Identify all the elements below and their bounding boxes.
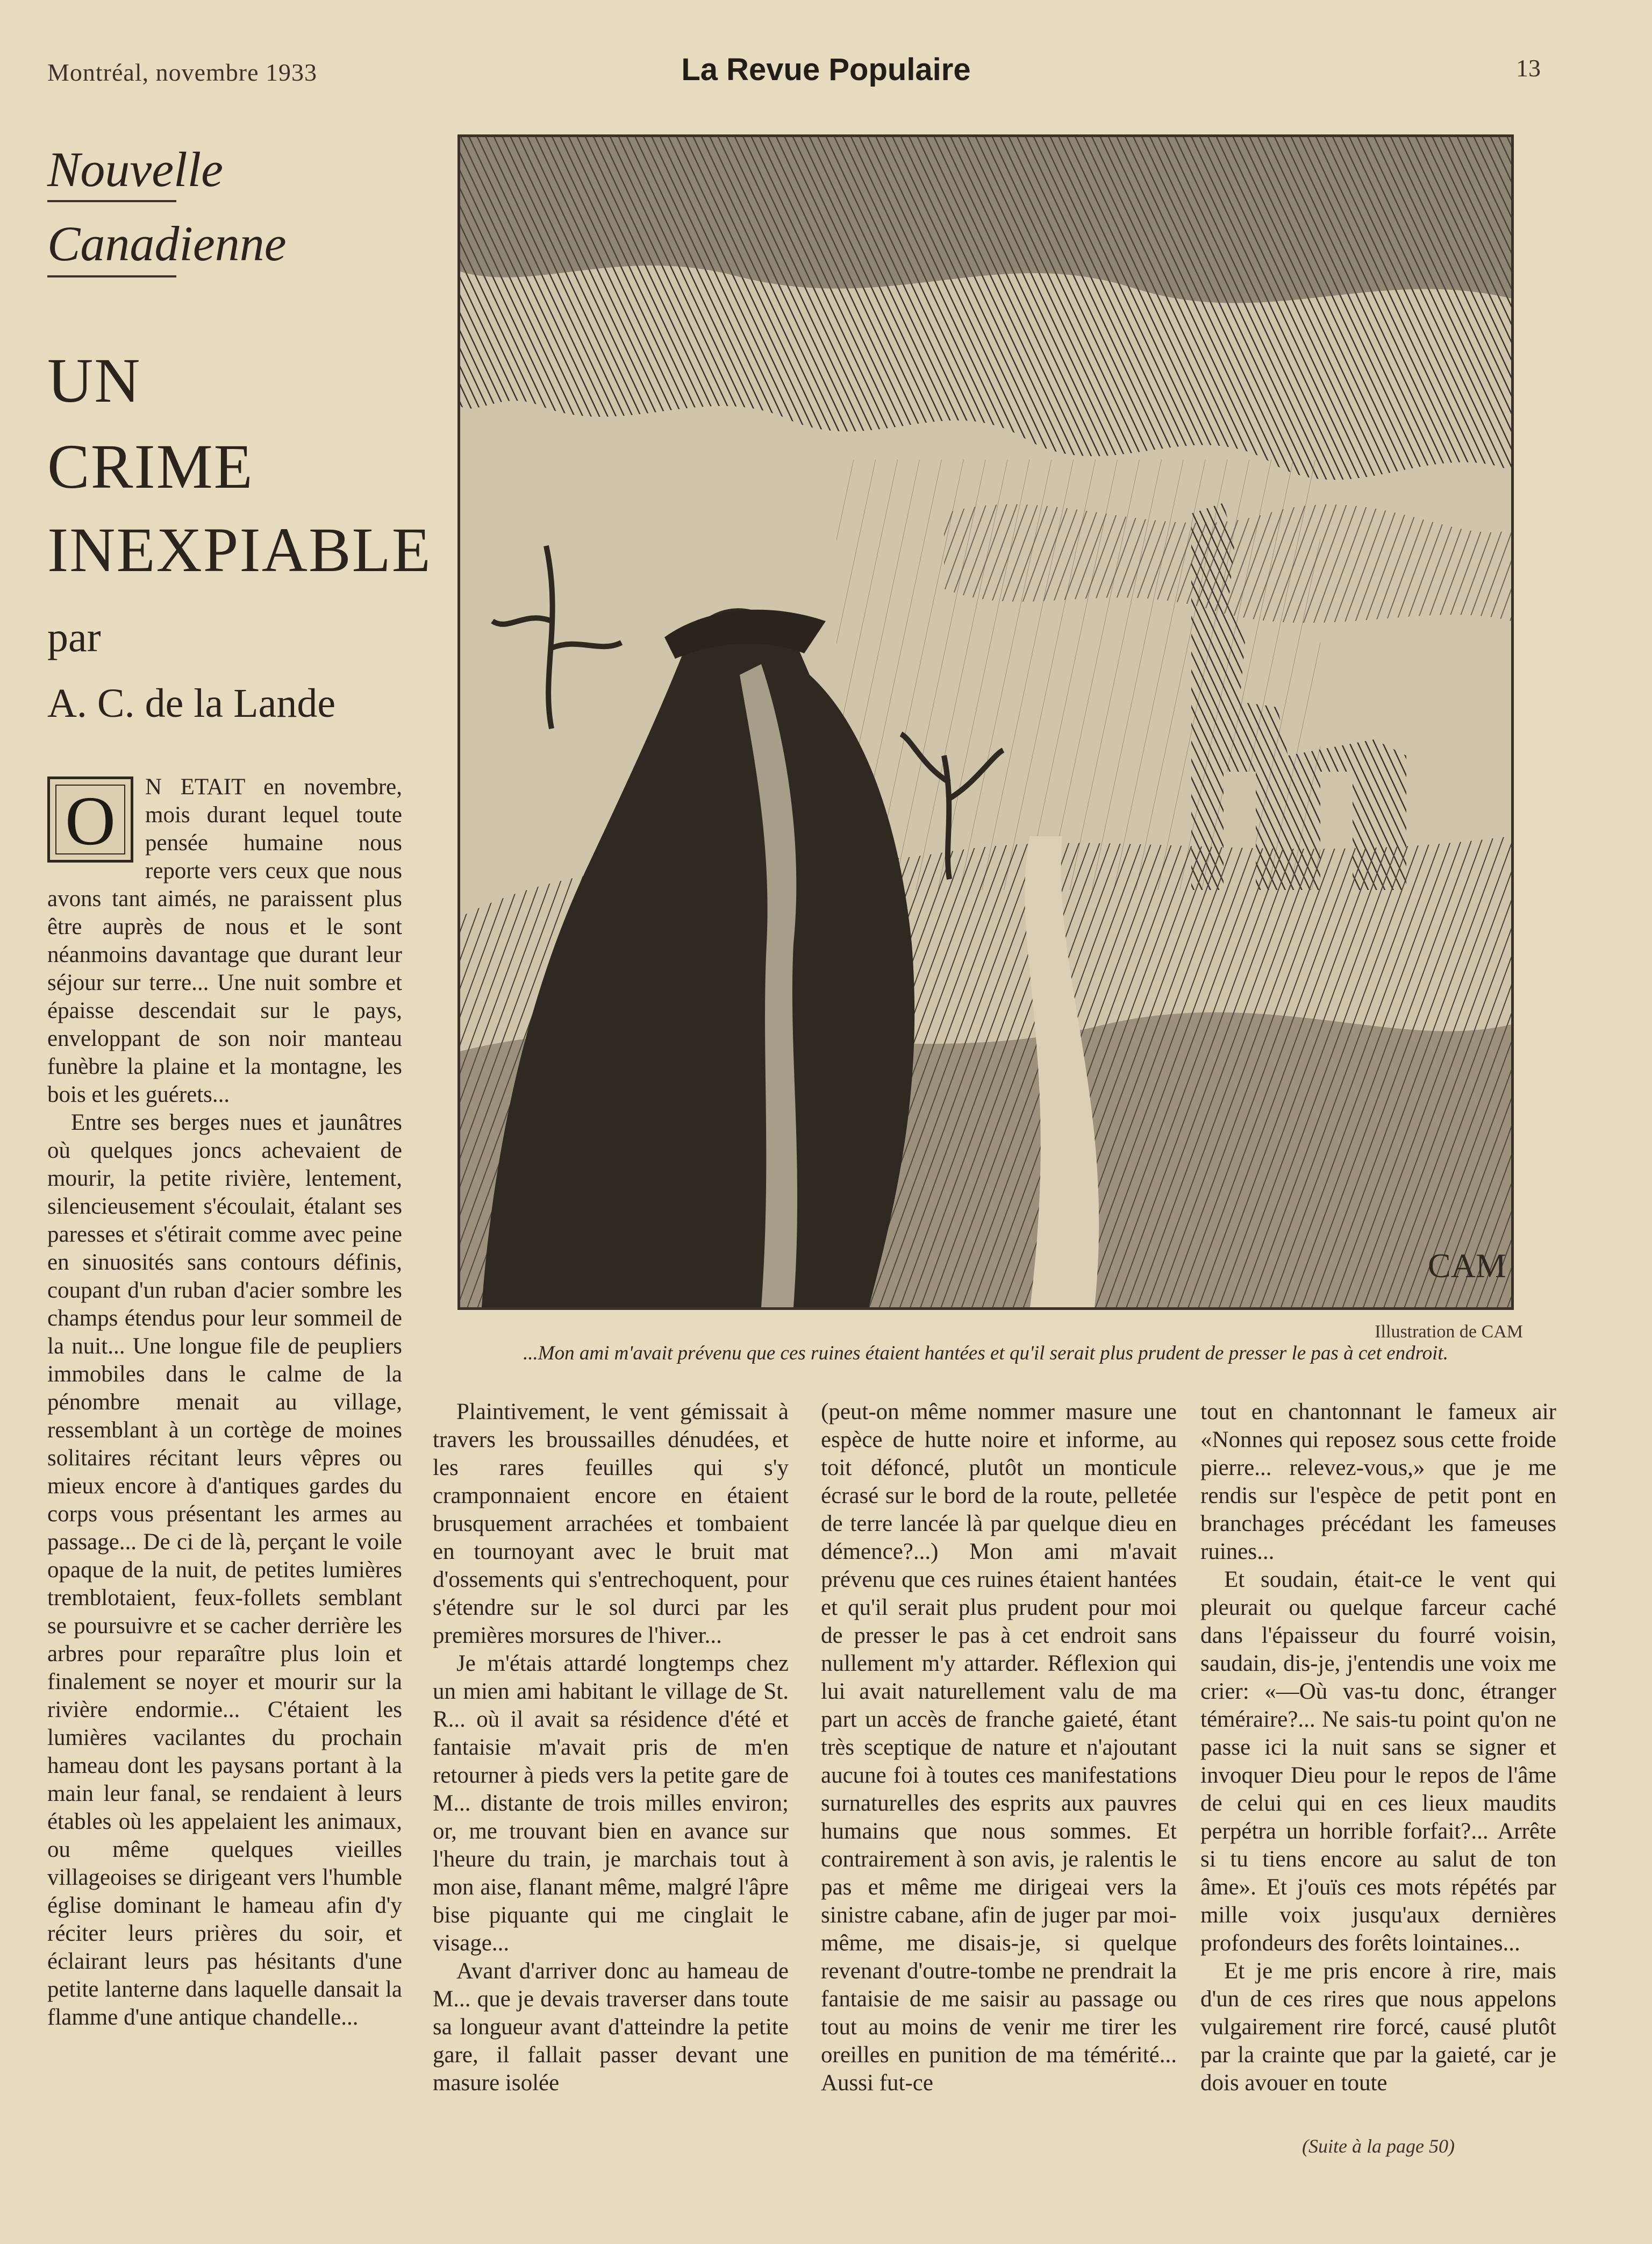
- paragraph: Et je me pris encore à rire, mais d'un de ces rires que nous appelons vulgairement rire forcé, causé plutôt par la crainte que par la gaieté, car je dois avouer en toute: [1200, 1958, 1556, 2096]
- article-title-line-3: INEXPIABLE: [47, 515, 432, 585]
- article-title-line-2: CRIME: [47, 431, 254, 502]
- continued-on-page: (Suite à la page 50): [1302, 2135, 1455, 2157]
- byline-author: A. C. de la Lande: [47, 681, 336, 726]
- paragraph: Entre ses berges nues et jaunâtres où quelques joncs achevaient de mourir, la petite rivière, lentement, silencieusement s'écoulait, étalant ses paresses et s'étirait comme avec peine en sinuosités sans contours définis, coupant d'un ruban d'acier sombre les champs étendus pour leur sommeil de la nuit... Une longue file de peupliers immobiles dans le calme de la pénombre menait au village, ressemblant à un cortège de moines solitaires récitant leurs vêpres ou mieux encore à d'antiques gardes du corps vous présentant les armes au passage... De ci de là, perçant le voile opaque de la nuit, de petites lumières tremblotaient, feux-follets semblant se poursuivre et se cacher derrière les arbres pour reparaître plus loin et finalement se noyer et mourir sur la rivière endormie... C'étaient les lumières vacilantes du prochain hameau dont les paysans portant à la main leur fanal, se rendaient à leurs étables où les appelaient les animaux, ou même quelques vieilles villageoises se dirigeant vers l'humble église dominant le hameau afin d'y réciter leurs prières du soir, et éclairant leurs pas hésitants d'une petite lanterne dans laquelle dansait la flamme d'une antique chandelle...: [47, 1110, 402, 2030]
- ornamental-dropcap: [47, 777, 133, 863]
- rubric-line-2: Canadienne: [47, 216, 287, 271]
- article-column-1: [47, 773, 402, 2032]
- paragraph: Plaintivement, le vent gémissait à travers les broussailles dénudées, et les rares feuilles qui s'y cramponnaient encore en étaient brusquement arrachées et tombaient en tournoyant avec le bruit mat d'ossements qui s'entrechoquent, pour s'étendre sur le sol durci par les premières morsures de l'hiver...: [433, 1399, 789, 1648]
- paragraph: Et soudain, était-ce le vent qui pleurait ou quelque farceur caché dans l'épaisseur du fourré voisin, saudain, dis-je, j'entendis une voix me crier: «—Où vas-tu donc, étranger téméraire?... Ne sais-tu point qu'on ne passe ici la nuit sans se signer et invoquer Dieu pour le repos de l'âme de celui qui en ces lieux maudits perpétra un horrible forfait?... Arrête si tu tiens encore au salut de ton âme». Et j'ouïs ces mots répétés par mille voix jusqu'aux dernières profondeurs des forêts lointaines...: [1200, 1567, 1556, 1956]
- illustration-storm-ruins: [457, 134, 1514, 1310]
- paragraph: Avant d'arriver donc au hameau de M... que je devais traverser dans toute sa longueur avant d'atteindre la petite gare, il fallait passer devant une masure isolée: [433, 1958, 789, 2096]
- illustration-signature: CAM: [1428, 1246, 1506, 1285]
- header-date: Montréal, novembre 1933: [47, 59, 318, 86]
- article-column-2: [433, 1398, 789, 2097]
- article-column-3: [821, 1398, 1177, 2097]
- article-column-4: [1200, 1398, 1556, 2097]
- rubric-rule-1: [47, 200, 176, 202]
- magazine-title: La Revue Populaire: [681, 52, 971, 87]
- article-title-line-1: UN: [47, 345, 141, 416]
- illustration-caption: ...Mon ami m'avait prévenu que ces ruines étaient hantées et qu'il serait plus prudent de presser le pas à cet endroit.: [523, 1342, 1448, 1364]
- illustration-credit: Illustration de CAM: [1375, 1322, 1523, 1342]
- rubric-line-1: Nouvelle: [47, 142, 223, 197]
- byline-par: par: [47, 614, 101, 660]
- paragraph: tout en chantonnant le fameux air «Nonnes qui reposez sous cette froide pierre... relevez-vous,» que je me rendis sur l'espèce de petit pont en branchages précédant les fameuses ruines...: [1200, 1399, 1556, 1564]
- paragraph: Je m'étais attardé longtemps chez un mien ami habitant le village de St. R... où il avait sa résidence d'été et fantaisie m'avait pris de m'en retourner à pieds vers la petite gare de M... distante de trois milles environ; or, me trouvant bien en avance sur l'heure du train, je marchais tout à mon aise, flanant même, malgré l'âpre bise piquante qui me cinglait le visage...: [433, 1651, 789, 1956]
- paragraph: N ETAIT en novembre, mois durant lequel toute pensée humaine nous reporte vers ceux que nous avons tant aimés, ne paraissent plus être auprès de nous et le sont néanmoins davantage que durant leur séjour sur terre... Une nuit sombre et épaisse descendait sur le pays, enveloppant de son noir manteau funèbre la plaine et la montagne, les bois et les guérets...: [47, 774, 402, 1107]
- rubric-rule-2: [47, 275, 176, 277]
- paragraph: (peut-on même nommer masure une espèce de hutte noire et informe, au toit défoncé, plutôt un monticule écrasé sur le bord de la route, pelletée de terre lancée là par quelque dieu en démence?...) Mon ami m'avait prévenu que ces ruines étaient hantées et qu'il serait plus prudent pour moi de presser le pas à cet endroit sans nullement m'y attarder. Réflexion qui lui avait naturellement valu de ma part un accès de franche gaieté, étant très sceptique de nature et n'ajoutant aucune foi à toutes ces manifestations surnaturelles des esprits aux pauvres humains que nous sommes. Et contrairement à son avis, je ralentis le pas et même me dirigeai vers la sinistre cabane, afin de juger par moi-même, me disais-je, si quelque revenant d'outre-tombe ne prendrait la fantaisie de me saisir au passage ou tout au moins de venir me tirer les oreilles en punition de ma témérité... Aussi fut-ce: [821, 1399, 1177, 2096]
- page-number: 13: [1516, 54, 1541, 82]
- dropcap-letter: O: [65, 782, 116, 860]
